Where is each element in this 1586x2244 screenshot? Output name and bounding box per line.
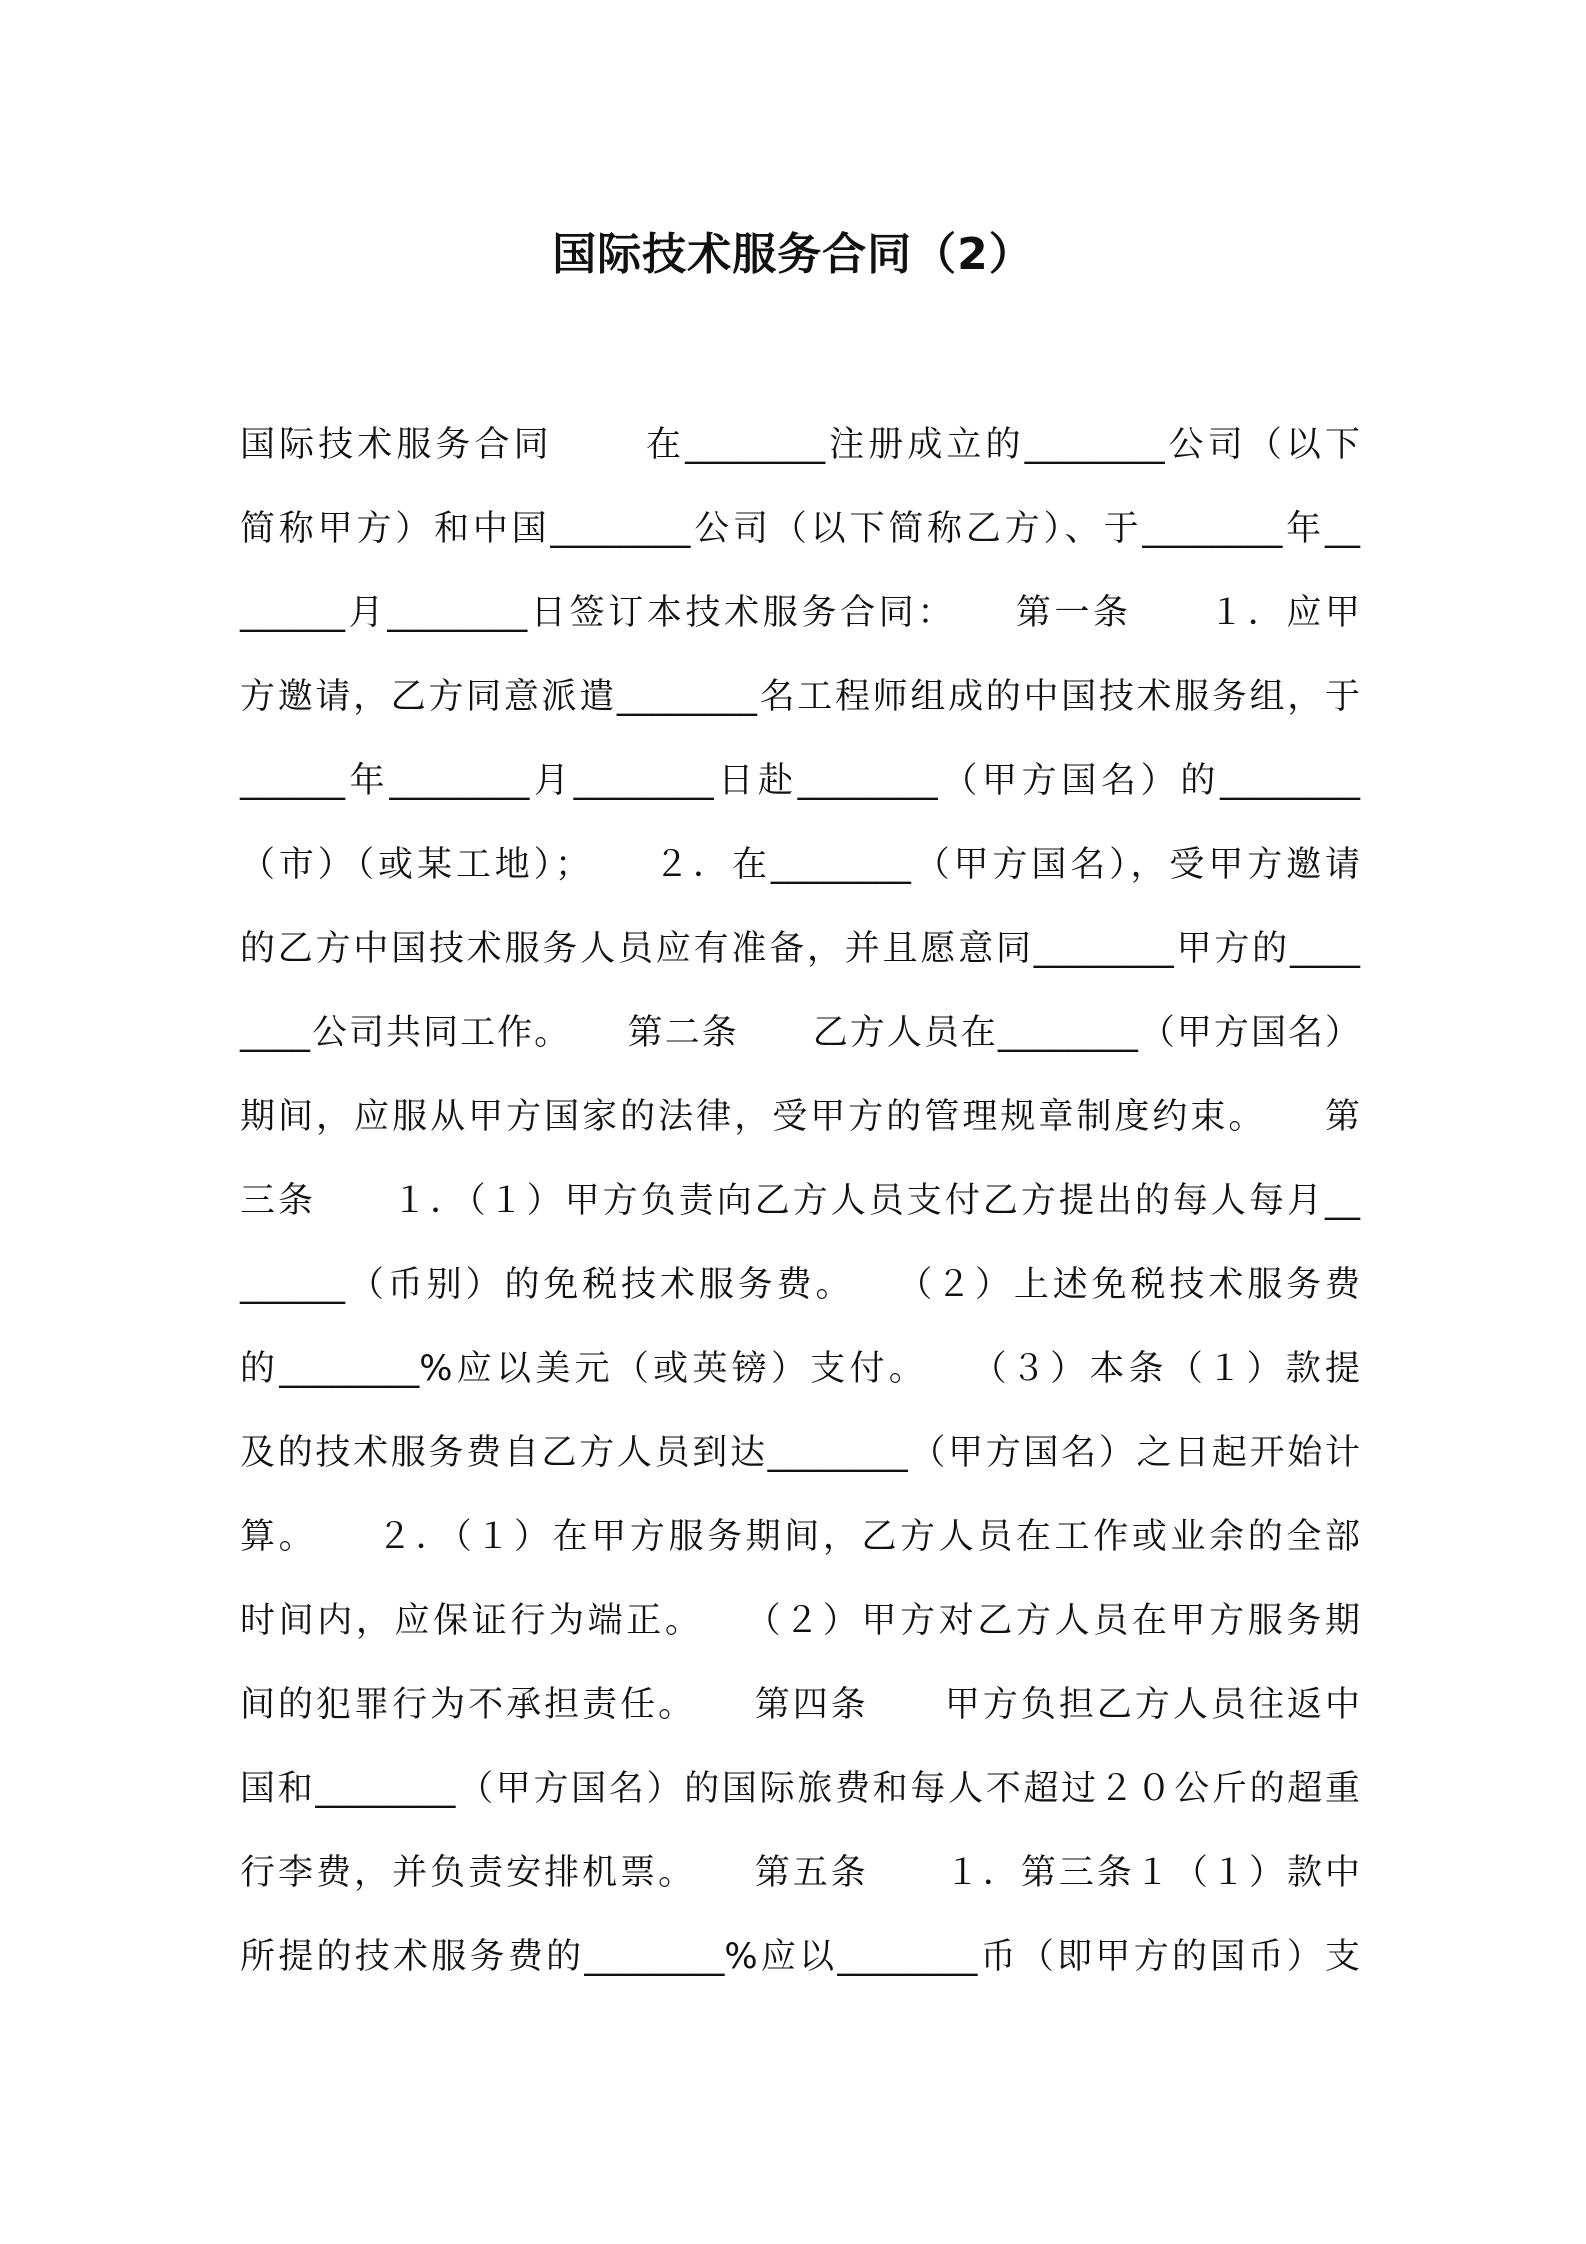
body-line: 国际技术服务合同 在________注册成立的________公司（以下 (240, 425, 1360, 465)
body-line: 的乙方中国技术服务人员应有准备，并且愿意同________甲方的____ (240, 929, 1360, 969)
body-line: ______年________月________日赴________（甲方国名）的________ (240, 761, 1360, 801)
body-line: 的________%应以美元（或英镑）支付。 （３）本条（１）款提 (240, 1349, 1360, 1389)
body-line: 算。 ２．（１）在甲方服务期间，乙方人员在工作或业余的全部 (240, 1517, 1360, 1557)
body-line: 及的技术服务费自乙方人员到达________（甲方国名）之日起开始计 (240, 1433, 1360, 1473)
document-title: 国际技术服务合同（2） (552, 229, 1034, 280)
body-line: 所提的技术服务费的________%应以________币（即甲方的国币）支 (240, 1937, 1360, 1977)
body-line: ____公司共同工作。 第二条 乙方人员在________（甲方国名） (240, 1013, 1360, 1053)
body-line: 简称甲方）和中国________公司（以下简称乙方）、于________年__ (240, 509, 1360, 549)
body-line: 国和________（甲方国名）的国际旅费和每人不超过２０公斤的超重 (240, 1769, 1360, 1809)
body-line: 方邀请，乙方同意派遣________名工程师组成的中国技术服务组，于 (240, 677, 1360, 717)
body-line: （市）（或某工地）； ２．在________（甲方国名），受甲方邀请 (240, 845, 1360, 885)
body-line: 三条 １．（１）甲方负责向乙方人员支付乙方提出的每人每月__ (240, 1181, 1360, 1221)
body-line: 期间，应服从甲方国家的法律，受甲方的管理规章制度约束。 第 (240, 1097, 1360, 1137)
contract-body (240, 403, 1360, 1999)
body-line: ______月________日签订本技术服务合同： 第一条 １．应甲 (240, 593, 1360, 633)
body-line: 行李费，并负责安排机票。 第五条 １．第三条１（１）款中 (240, 1853, 1360, 1893)
body-line: ______（币别）的免税技术服务费。 （２）上述免税技术服务费 (240, 1265, 1360, 1305)
body-line: 时间内，应保证行为端正。 （２）甲方对乙方人员在甲方服务期 (240, 1601, 1360, 1641)
body-line: 间的犯罪行为不承担责任。 第四条 甲方负担乙方人员往返中 (240, 1685, 1360, 1725)
